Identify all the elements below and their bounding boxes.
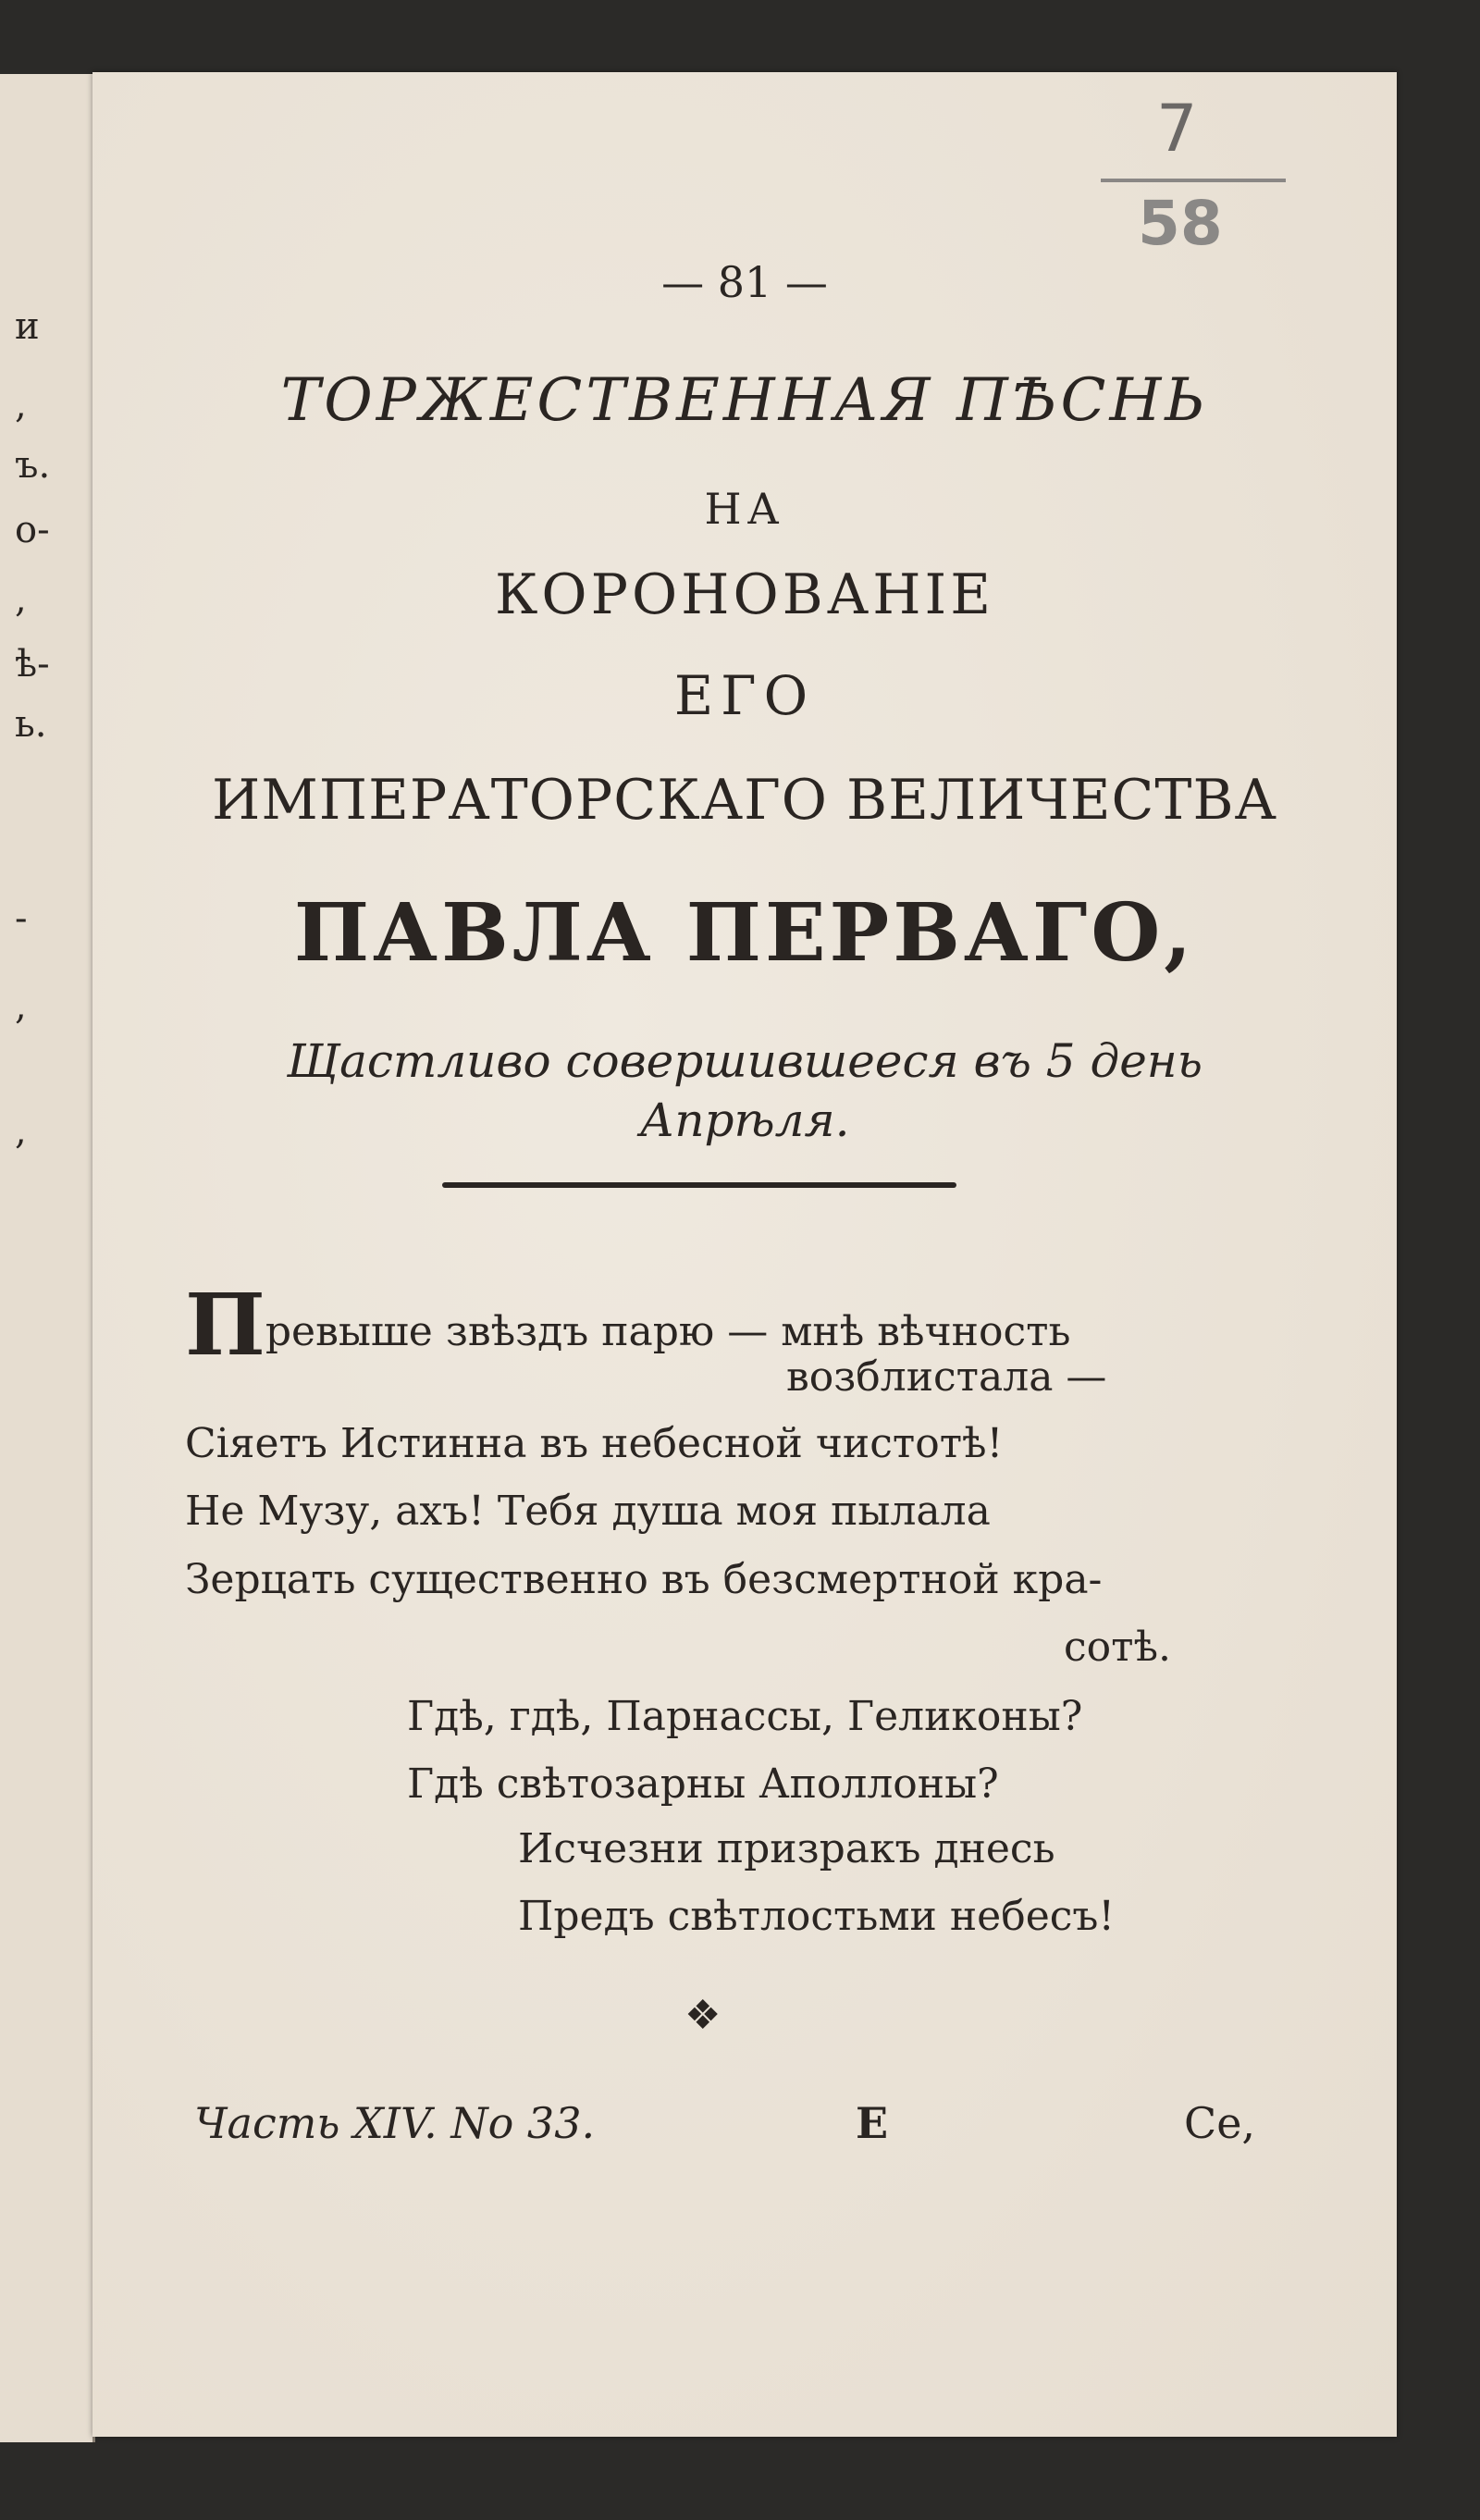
poem-text: ревыше звѣздъ парю — мнѣ вѣчность (265, 1308, 1071, 1355)
poem-line-4: Зерцать существенно въ безсмертной кра- (185, 1556, 1103, 1603)
margin-char: , (15, 985, 27, 1028)
margin-char: , (15, 1110, 27, 1153)
poem-line-1b: возблистала — (786, 1353, 1107, 1401)
subtitle-line-1: Щастливо совершившееся въ 5 день (287, 1034, 1202, 1088)
poem-line-2: Сіяетъ Истинна въ небесной чистотѣ! (185, 1420, 1004, 1467)
page-number: — 81 — (661, 257, 828, 307)
footer-sheet-mark: Е (856, 2098, 889, 2148)
margin-char: и (15, 305, 40, 348)
poem-line-6: Гдѣ свѣтозарны Аполлоны? (407, 1760, 999, 1808)
poem-line-3: Не Музу, ахъ! Тебя душа моя пылала (185, 1488, 991, 1535)
facing-page-edge (0, 74, 95, 2442)
margin-char: , (15, 578, 27, 621)
book-page (92, 72, 1397, 2437)
pencil-mark-top: 7 (1156, 91, 1198, 167)
margin-char: ь. (15, 703, 47, 746)
heading-na: НА (704, 484, 785, 534)
margin-char: ъ. (15, 444, 51, 487)
margin-char: , (15, 384, 27, 426)
poem-line-4b: сотѣ. (1064, 1624, 1171, 1671)
poem-line-7: Исчезни призракъ днесь (518, 1825, 1055, 1872)
subtitle-line-2: Апрѣля. (639, 1093, 850, 1147)
pencil-mark-bottom: 58 (1138, 188, 1223, 259)
drop-cap: П (185, 1275, 265, 1375)
ornament-icon: ❖ (684, 1992, 722, 2039)
poem-line-5: Гдѣ, гдѣ, Парнассы, Геликоны? (407, 1693, 1083, 1740)
footer-signature: Часть XIV. No 33. (194, 2098, 596, 2148)
margin-char: о- (15, 509, 50, 551)
margin-char: - (15, 897, 28, 940)
heading-name: ПАВЛА ПЕРВАГО, (293, 886, 1196, 980)
heading-imperial: ИМПЕРАТОРСКАГО ВЕЛИЧЕСТВА (212, 768, 1277, 833)
divider-rule (442, 1182, 956, 1188)
margin-char: ѣ- (15, 643, 50, 686)
footer-catchword: Се, (1184, 2098, 1256, 2148)
poem-line-8: Предъ свѣтлостьми небесъ! (518, 1893, 1116, 1940)
pencil-line (1101, 179, 1286, 182)
heading-coronation: КОРОНОВАНІЕ (494, 562, 995, 627)
page-title: ТОРЖЕСТВЕННАЯ ПѢСНЬ (280, 366, 1209, 435)
heading-ego: ЕГО (673, 664, 816, 727)
